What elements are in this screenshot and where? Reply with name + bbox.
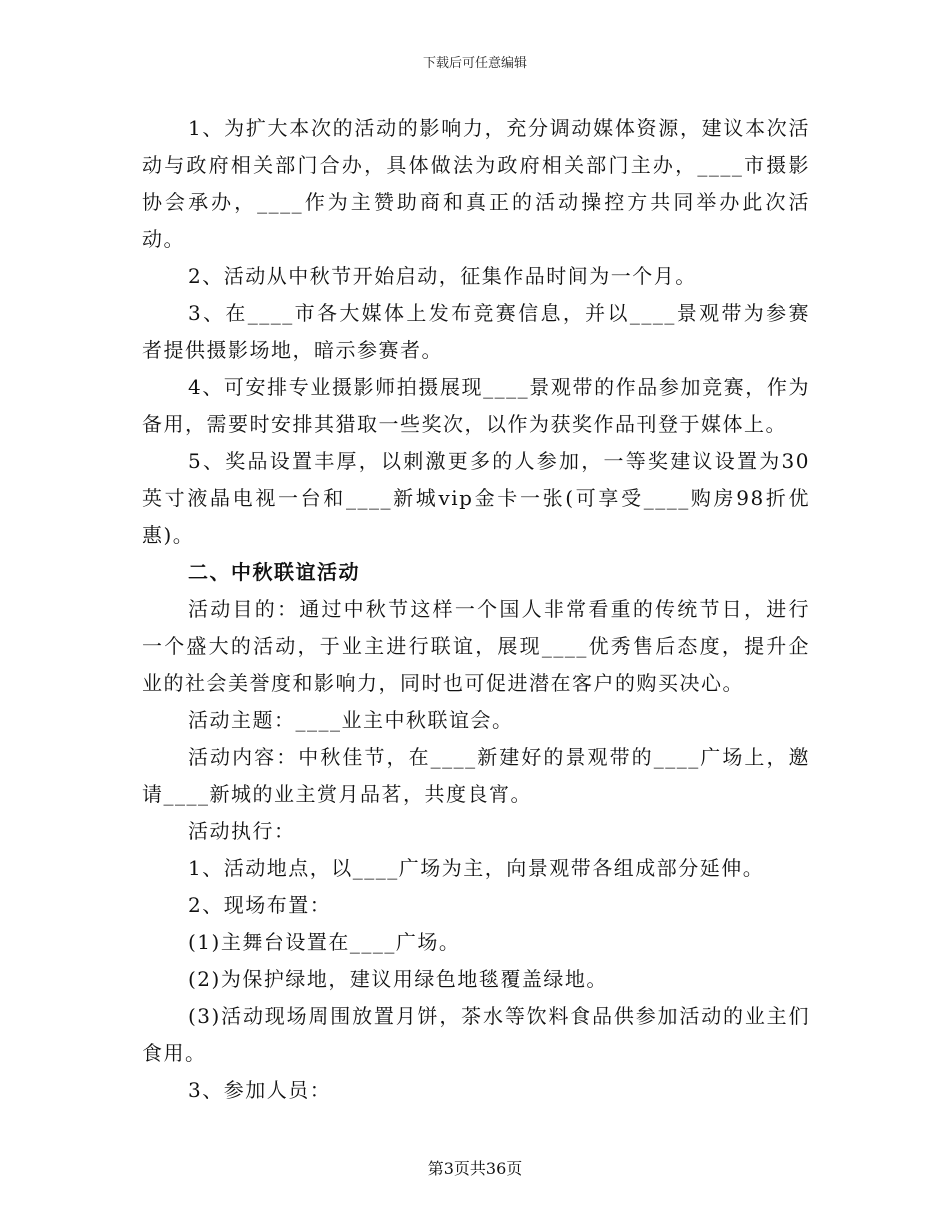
setup-subitem-1: (1)主舞台设置在____广场。 [188,930,461,954]
document-body [142,110,810,1109]
paragraph-item-5: 5、奖品设置丰厚，以刺激更多的人参加，一等奖建议设置为30英寸液晶电视一台和____新城vip金卡一张(可享受____购房98折优惠)。 [142,449,810,547]
paragraph-item-1: 1、为扩大本次的活动的影响力，充分调动媒体资源，建议本次活动与政府相关部门合办，具体做法为政府相关部门主办，____市摄影协会承办，____作为主赞助商和真正的活动操控方共同举办此次活动。 [142,116,810,251]
setup-subitem-2: (2)为保护绿地，建议用绿色地毯覆盖绿地。 [188,967,608,991]
setup-subitem-3: (3)活动现场周围放置月饼，茶水等饮料食品供参加活动的业主们食用。 [142,1004,810,1065]
activity-purpose: 活动目的：通过中秋节这样一个国人非常看重的传统节日，进行一个盛大的活动，于业主进行联谊，展现____优秀售后态度，提升企业的社会美誉度和影响力，同时也可促进潜在客户的购买决心。 [142,597,810,695]
paragraph-item-2: 2、活动从中秋节开始启动，征集作品时间为一个月。 [188,264,697,288]
execution-item-setup: 2、现场布置： [188,893,332,917]
execution-item-participants: 3、参加人员： [188,1078,332,1102]
activity-content: 活动内容：中秋佳节，在____新建好的景观带的____广场上，邀请____新城的业主赏月品茗，共度良宵。 [142,745,810,806]
activity-execution: 活动执行： [188,819,296,843]
execution-item-location: 1、活动地点，以____广场为主，向景观带各组成部分延伸。 [188,856,765,880]
page-header: 下载后可任意编辑 [422,56,527,71]
section-heading: 二、中秋联谊活动 [188,560,360,584]
paragraph-item-4: 4、可安排专业摄影师拍摄展现____景观带的作品参加竞赛，作为备用，需要时安排其猎取一些奖次，以作为获奖作品刊登于媒体上。 [142,375,810,436]
activity-theme: 活动主题：____业主中秋联谊会。 [188,708,514,732]
page-footer: 第3页共36页 [427,1159,523,1178]
paragraph-item-3: 3、在____市各大媒体上发布竞赛信息，并以____景观带为参赛者提供摄影场地，暗示参赛者。 [142,301,810,362]
